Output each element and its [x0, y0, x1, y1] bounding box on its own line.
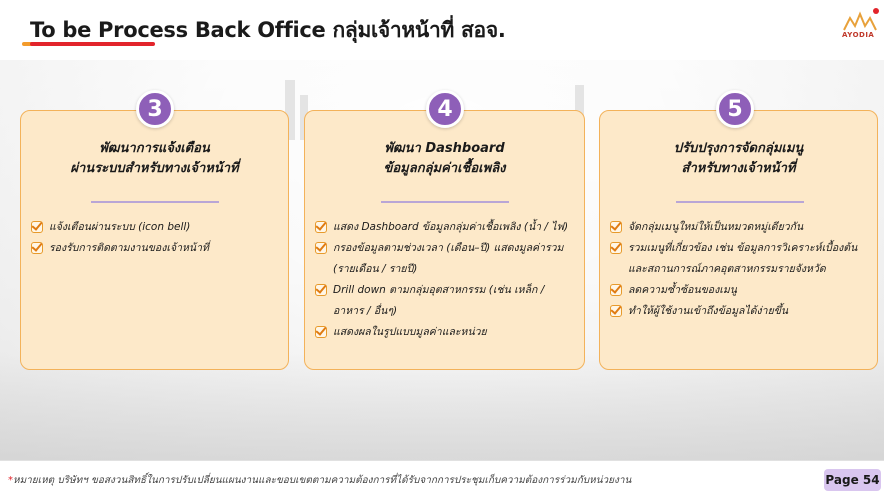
list-item: ทำให้ผู้ใช้งานเข้าถึงข้อมูลได้ง่ายขึ้น	[610, 301, 871, 322]
page-number-badge: Page 54	[824, 469, 881, 491]
list-item: Drill down ตามกลุ่มอุตสาหกรรม (เช่น เหล็ก / อาหาร / อื่นๆ)	[315, 280, 578, 322]
check-icon	[610, 305, 622, 317]
list-item: รองรับการติดตามงานของเจ้าหน้าที่	[31, 238, 282, 259]
list-item: แสดง Dashboard ข้อมูลกลุ่มค่าเชื้อเพลิง (น้ำ / ไฟ)	[315, 217, 578, 238]
card-notification	[20, 110, 289, 370]
card-divider	[676, 201, 804, 203]
card-divider	[381, 201, 509, 203]
check-icon	[315, 284, 327, 296]
step-number-badge: 5	[716, 90, 754, 128]
check-icon	[315, 221, 327, 233]
list-item: รวมเมนูที่เกี่ยวข้อง เช่น ข้อมูลการวิเคราะห์เบื้องต้น และสถานการณ์ภาคอุตสาหกรรมรายจังหวัด	[610, 238, 871, 280]
card-title-line: สำหรับทางเจ้าหน้าที่	[681, 161, 796, 176]
footnote-text: หมายเหตุ บริษัทฯ ขอสงวนสิทธิ์ในการปรับเปลี่ยนแผนงานและขอบเขตตามความต้องการที่ได้รับจากการประชุมเก็บความต้องการร่วมกับหน่วยงาน	[13, 475, 632, 486]
check-icon	[315, 242, 327, 254]
footnote-star: *	[8, 475, 13, 486]
list-item: แจ้งเตือนผ่านระบบ (icon bell)	[31, 217, 282, 238]
step-number-badge: 3	[136, 90, 174, 128]
check-icon	[31, 221, 43, 233]
check-icon	[31, 242, 43, 254]
card-title-line: พัฒนา Dashboard	[384, 141, 505, 156]
card-title-line: ผ่านระบบสำหรับทางเจ้าหน้าที่	[70, 161, 239, 176]
card-title	[21, 139, 288, 179]
step-number-badge: 4	[426, 90, 464, 128]
card-title	[305, 139, 584, 179]
list-item: ลดความซ้ำซ้อนของเมนู	[610, 280, 871, 301]
card-menu-grouping	[599, 110, 878, 370]
check-icon	[610, 284, 622, 296]
card-item-list	[315, 217, 578, 343]
page-title: To be Process Back Office กลุ่มเจ้าหน้าที่ สอจ.	[30, 18, 506, 42]
list-item: จัดกลุ่มเมนูใหม่ให้เป็นหมวดหมู่เดียวกัน	[610, 217, 871, 238]
check-icon	[315, 326, 327, 338]
check-icon	[610, 221, 622, 233]
list-item: แสดงผลในรูปแบบมูลค่าและหน่วย	[315, 322, 578, 343]
card-dashboard	[304, 110, 585, 370]
card-item-list	[610, 217, 871, 322]
list-item: กรองข้อมูลตามช่วงเวลา (เดือน–ปี) แสดงมูลค่ารวม (รายเดือน / รายปี)	[315, 238, 578, 280]
logo-text: AYODIA	[842, 31, 875, 39]
card-title-line: ปรับปรุงการจัดกลุ่มเมนู	[673, 141, 804, 156]
card-title	[600, 139, 877, 179]
check-icon	[610, 242, 622, 254]
card-item-list	[31, 217, 282, 259]
card-title-line: ข้อมูลกลุ่มค่าเชื้อเพลิง	[383, 161, 506, 176]
card-divider	[91, 201, 219, 203]
title-underline	[30, 42, 155, 46]
footnote	[8, 473, 631, 488]
card-title-line: พัฒนาการแจ้งเตือน	[99, 141, 210, 156]
